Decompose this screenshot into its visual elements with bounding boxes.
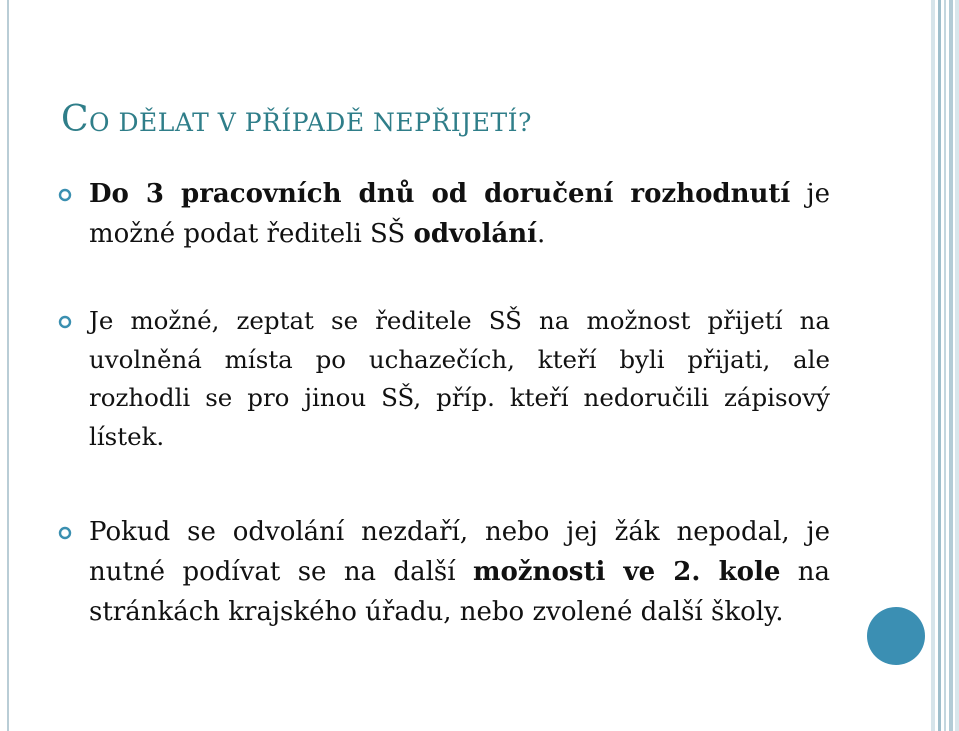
bullet-2-text [89,302,830,456]
title-initial: C [61,99,90,140]
right-decorative-stripes [929,0,959,731]
decorative-circle [867,607,925,665]
bullet-1-bold-b: odvolání [413,219,537,249]
slide-title [61,98,532,141]
bullet-ring-icon [58,526,72,540]
bullet-3-normal-a: Pokud se odvolání nezdaří, nebo jej žák nepodal, je nutné podívat se na další [89,517,830,587]
title-rest: O DĚLAT V PŘÍPADĚ NEPŘIJETÍ? [89,108,532,137]
bullet-1-text [89,174,830,254]
bullet-3-text [89,512,830,632]
left-border-line [7,0,9,731]
bullet-ring-icon [58,188,72,202]
bullet-2-normal: Je možné, zeptat se ředitele SŠ na možnost přijetí na uvolněná místa po uchazečích, kteří byli přijati, ale rozhodli se pro jinou SŠ, příp. kteří nedoručili zápisový lístek. [89,306,830,451]
bullet-3-bold: možnosti ve 2. kole [472,557,781,587]
bullet-1-normal-a: je možné podat řediteli SŠ [89,179,830,249]
bullet-3-normal-b: na stránkách krajského úřadu, nebo zvolené další školy. [89,557,830,627]
bullet-1-bold-a: Do 3 pracovních dnů od doručení rozhodnutí [89,179,791,209]
bullet-1-normal-b: . [536,219,546,249]
bullet-ring-icon [58,315,72,329]
